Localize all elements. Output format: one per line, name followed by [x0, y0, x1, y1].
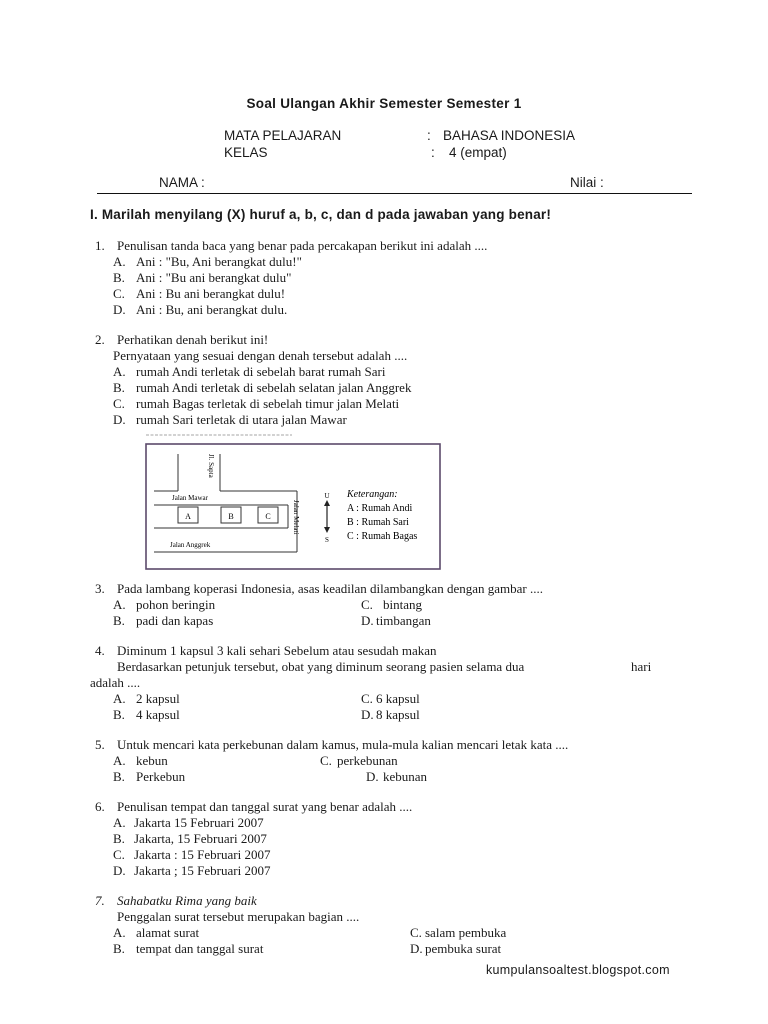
option-text: padi dan kapas — [136, 613, 214, 628]
house-a-label: A — [185, 512, 191, 521]
option-letter: D. — [366, 769, 379, 784]
option-letter: B. — [113, 941, 125, 956]
option-letter: A. — [113, 753, 126, 768]
class-label: KELAS — [224, 145, 268, 160]
option-text: 2 kapsul — [136, 691, 180, 706]
option-letter: C. — [320, 753, 332, 768]
option-letter: C. — [361, 691, 373, 706]
option-text: Jakarta : 15 Februari 2007 — [134, 847, 271, 862]
question-number: 1. — [95, 238, 105, 253]
subject-value: BAHASA INDONESIA — [443, 128, 576, 143]
house-c-label: C — [265, 512, 271, 521]
option-letter: D. — [113, 863, 126, 878]
option-text: 8 kapsul — [376, 707, 420, 722]
question-number: 4. — [95, 643, 105, 658]
option-text: rumah Andi terletak di sebelah barat rumah Sari — [136, 364, 386, 379]
road-melati-label: Jalan Melati — [292, 500, 300, 535]
option-text: rumah Andi terletak di sebelah selatan jalan Anggrek — [136, 380, 412, 395]
legend-item: A : Rumah Andi — [347, 503, 413, 514]
option-letter: A. — [113, 925, 126, 940]
option-text: timbangan — [376, 613, 431, 628]
option-text: kebunan — [383, 769, 428, 784]
option-text: Jakarta ; 15 Februari 2007 — [134, 863, 271, 878]
option-text: 4 kapsul — [136, 707, 180, 722]
question-text: Perhatikan denah berikut ini! — [117, 332, 269, 347]
option-letter: D. — [113, 412, 126, 427]
subject-colon: : — [427, 128, 431, 143]
option-letter: B. — [113, 707, 125, 722]
header-divider — [97, 193, 692, 194]
option-letter: B. — [113, 270, 125, 285]
question-text: adalah .... — [90, 675, 141, 690]
question-text: Penggalan surat tersebut merupakan bagian .... — [117, 909, 360, 924]
question-text: Pada lambang koperasi Indonesia, asas keadilan dilambangkan dengan gambar .... — [117, 581, 543, 596]
question-text: Penulisan tempat dan tanggal surat yang benar adalah .... — [117, 799, 413, 814]
question-number: 7. — [95, 893, 105, 908]
arrow-down-icon — [324, 527, 330, 533]
question-text: hari — [631, 659, 652, 674]
option-letter: C. — [361, 597, 373, 612]
option-text: pohon beringin — [136, 597, 216, 612]
question-text: Sahabatku Rima yang baik — [117, 893, 257, 908]
subject-label: MATA PELAJARAN — [224, 128, 342, 143]
option-letter: A. — [113, 364, 126, 379]
option-text: rumah Bagas terletak di sebelah timur jalan Melati — [136, 396, 400, 411]
compass-north-label: U — [324, 492, 330, 500]
option-letter: B. — [113, 769, 125, 784]
option-letter: C. — [113, 396, 125, 411]
option-text: Ani : Bu ani berangkat dulu! — [136, 286, 286, 301]
legend-item: B : Rumah Sari — [347, 517, 409, 528]
section-title: I. Marilah menyilang (X) huruf a, b, c, dan d pada jawaban yang benar! — [90, 207, 552, 222]
option-letter: A. — [113, 597, 126, 612]
question-text: Untuk mencari kata perkebunan dalam kamus, mula-mula kalian mencari letak kata .... — [117, 737, 569, 752]
question-text: Pernyataan yang sesuai dengan denah tersebut adalah .... — [113, 348, 408, 363]
option-text: Ani : Bu, ani berangkat dulu. — [136, 302, 288, 317]
option-letter: A. — [113, 815, 126, 830]
option-letter: D. — [361, 707, 374, 722]
option-text: salam pembuka — [425, 925, 507, 940]
option-letter: C. — [113, 847, 125, 862]
option-letter: B. — [113, 831, 125, 846]
option-text: rumah Sari terletak di utara jalan Mawar — [136, 412, 347, 427]
option-letter: C. — [410, 925, 422, 940]
option-text: 6 kapsul — [376, 691, 420, 706]
road-mawar-label: Jalan Mawar — [172, 494, 208, 502]
option-text: tempat dan tanggal surat — [136, 941, 264, 956]
option-letter: C. — [113, 286, 125, 301]
option-letter: D. — [113, 302, 126, 317]
street-map-figure — [142, 430, 446, 572]
option-text: perkebunan — [337, 753, 398, 768]
option-text: Jakarta 15 Februari 2007 — [134, 815, 264, 830]
footer-source: kumpulansoaltest.blogspot.com — [486, 963, 670, 977]
name-label: NAMA : — [159, 175, 205, 190]
class-colon: : — [431, 145, 435, 160]
legend-title: Keterangan: — [347, 489, 398, 500]
option-letter: B. — [113, 380, 125, 395]
option-text: bintang — [383, 597, 422, 612]
question-number: 5. — [95, 737, 105, 752]
legend-item: C : Rumah Bagas — [347, 531, 418, 542]
page-title: Soal Ulangan Akhir Semester Semester 1 — [246, 96, 522, 111]
option-letter: D. — [410, 941, 423, 956]
question-number: 2. — [95, 332, 105, 347]
option-text: Jakarta, 15 Februari 2007 — [134, 831, 267, 846]
question-text: Penulisan tanda baca yang benar pada percakapan berikut ini adalah .... — [117, 238, 488, 253]
house-b-label: B — [228, 512, 234, 521]
option-letter: B. — [113, 613, 125, 628]
question-number: 6. — [95, 799, 105, 814]
question-number: 3. — [95, 581, 105, 596]
question-text: Berdasarkan petunjuk tersebut, obat yang diminum seorang pasien selama dua — [117, 659, 525, 674]
class-value: 4 (empat) — [449, 145, 507, 160]
score-label: Nilai : — [570, 175, 604, 190]
option-letter: D. — [361, 613, 374, 628]
option-text: Ani : "Bu, Ani berangkat dulu!" — [136, 254, 302, 269]
option-text: pembuka surat — [425, 941, 502, 956]
option-text: Perkebun — [136, 769, 186, 784]
question-text: Diminum 1 kapsul 3 kali sehari Sebelum atau sesudah makan — [117, 643, 437, 658]
option-letter: A. — [113, 691, 126, 706]
arrow-up-icon — [324, 500, 330, 506]
option-text: alamat surat — [136, 925, 200, 940]
compass-south-label: S — [325, 536, 329, 544]
option-text: kebun — [136, 753, 168, 768]
road-sapta-label: Jl. Sapta — [207, 454, 215, 478]
option-text: Ani : "Bu ani berangkat dulu" — [136, 270, 292, 285]
road-anggrek-label: Jalan Anggrek — [170, 541, 211, 549]
option-letter: A. — [113, 254, 126, 269]
